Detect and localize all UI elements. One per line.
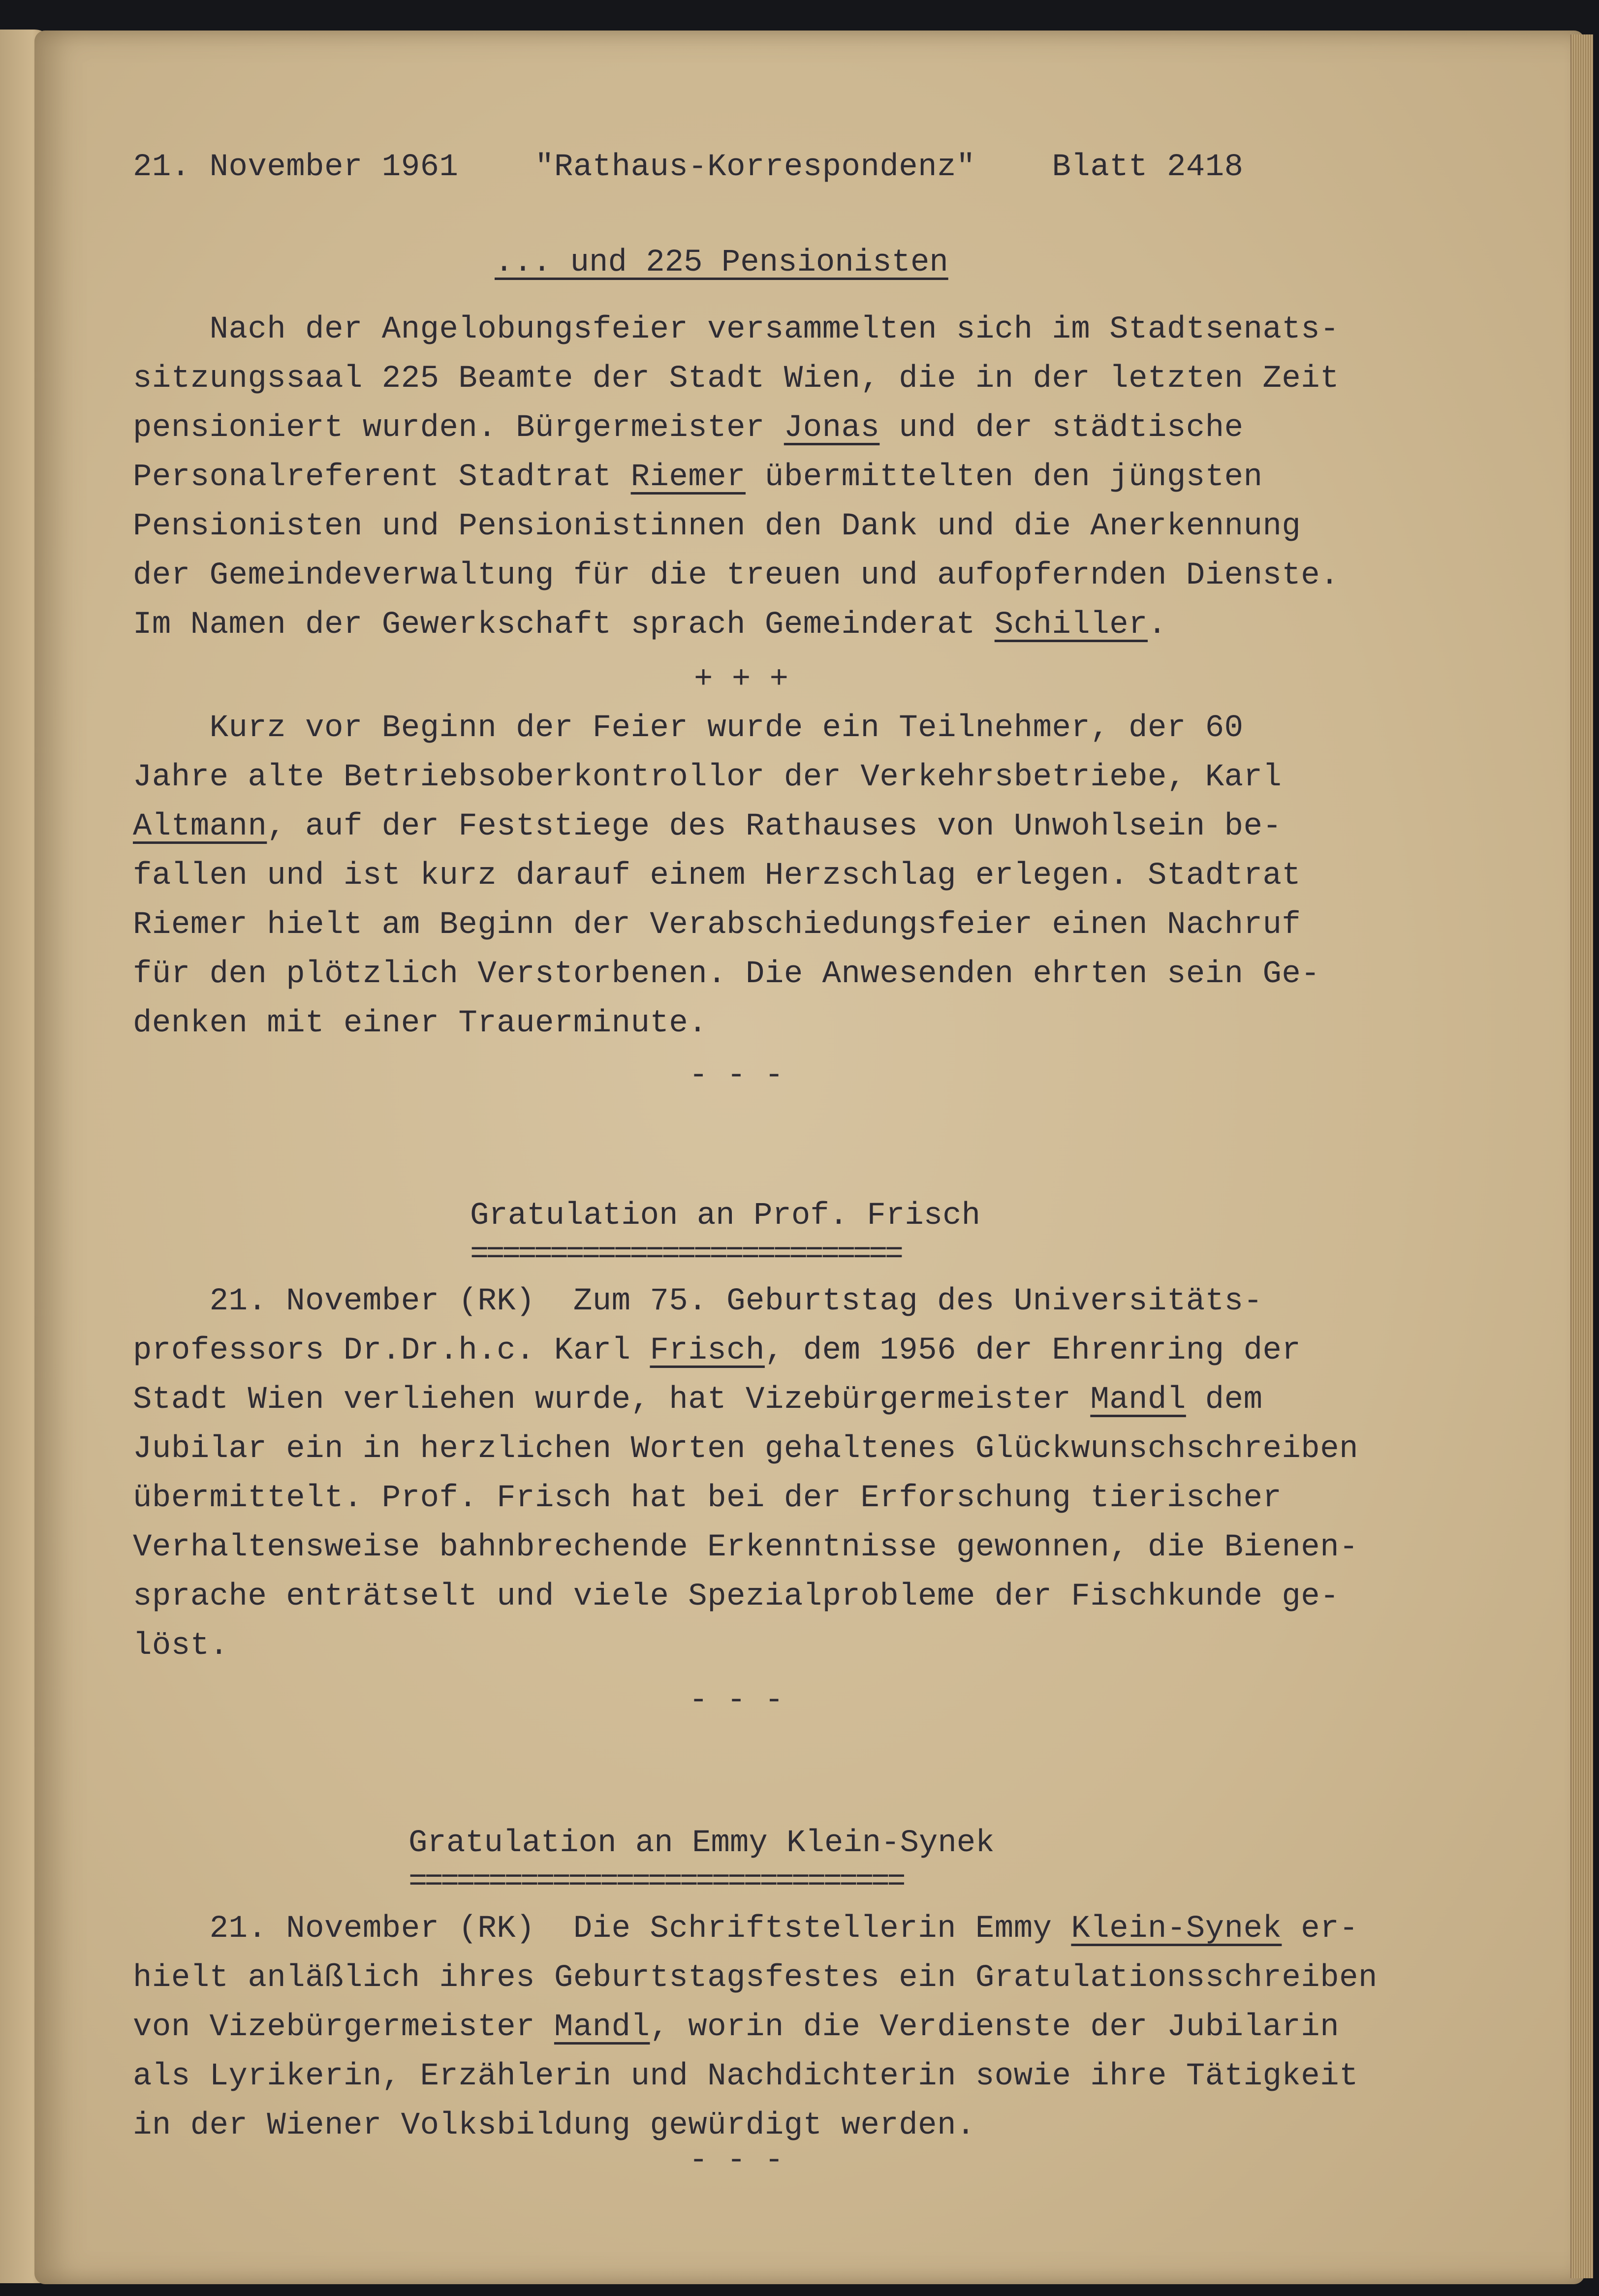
text-line (133, 403, 1339, 453)
text-line (133, 502, 1339, 551)
section-title-klein-synek: Gratulation an Emmy Klein-Synek (408, 1826, 995, 1861)
text-line (133, 999, 1320, 1048)
text-line (133, 1572, 1358, 1621)
title-double-underline: =============================== (408, 1864, 903, 1900)
line-text: übermittelten den jüngsten (746, 460, 1263, 495)
text-line (133, 704, 1320, 753)
line-text: 21. November (RK) Die Schriftstellerin Emmy (133, 1911, 1071, 1947)
line-text: denken mit einer Trauerminute. (133, 1006, 708, 1041)
text-line (133, 802, 1320, 851)
text-line (133, 1277, 1358, 1326)
section-end-marker: - - - (689, 1683, 784, 1718)
line-text: hielt anläßlich ihres Geburtstagsfestes ein Gratulationsschreiben (133, 1960, 1378, 1996)
line-text: von Vizebürgermeister (133, 2010, 554, 2045)
text-line (133, 1621, 1358, 1671)
line-text: , dem 1956 der Ehrenring der (764, 1333, 1301, 1368)
text-line (133, 2003, 1378, 2052)
line-text: als Lyrikerin, Erzählerin und Nachdichterin sowie ihre Tätigkeit (133, 2059, 1358, 2094)
text-line (133, 851, 1320, 900)
line-text: Verhaltensweise bahnbrechende Erkenntnisse gewonnen, die Bienen- (133, 1530, 1358, 1565)
line-text: er- (1282, 1911, 1358, 1947)
text-line (133, 753, 1320, 802)
underlined-name: Riemer (630, 460, 746, 495)
text-line (133, 354, 1339, 403)
text-line (133, 1904, 1378, 1954)
line-text: dem (1186, 1382, 1263, 1418)
section-end-marker: - - - (689, 2143, 784, 2178)
underlined-name: Klein-Synek (1071, 1911, 1282, 1947)
line-text: Jubilar ein in herzlichen Worten gehaltenes Glückwunschschreiben (133, 1431, 1358, 1467)
text-line (133, 900, 1320, 950)
text-line (133, 1474, 1358, 1523)
header-date: 21. November 1961 (133, 150, 459, 185)
underlined-name: Frisch (650, 1333, 765, 1368)
line-text: 21. November (RK) Zum 75. Geburtstag des Universitäts- (133, 1284, 1263, 1319)
underlined-name: Altmann (133, 809, 267, 844)
line-text: , worin die Verdienste der Jubilarin (650, 2010, 1340, 2045)
line-text: Personalreferent Stadtrat (133, 460, 631, 495)
line-text: . (1148, 607, 1167, 643)
line-text: der Gemeindeverwaltung für die treuen und aufopfernden Dienste. (133, 558, 1340, 593)
line-text: sprache enträtselt und viele Spezialprobleme der Fischkunde ge- (133, 1579, 1340, 1614)
paragraph-frisch (133, 1277, 1358, 1671)
text-line (133, 305, 1339, 354)
line-text: Pensionisten und Pensionistinnen den Dank und die Anerkennung (133, 509, 1301, 544)
header-sheet: Blatt 2418 (1052, 150, 1244, 185)
text-line (133, 2052, 1378, 2101)
line-text: fallen und ist kurz darauf einem Herzschlag erlegen. Stadtrat (133, 858, 1301, 894)
underlined-name: Mandl (1090, 1382, 1186, 1418)
text-line (133, 453, 1339, 502)
section-end-marker: - - - (689, 1058, 784, 1093)
page-stack-edge (1570, 34, 1593, 2278)
divider-plus: + + + (694, 662, 789, 697)
line-text: löst. (133, 1628, 229, 1664)
header-publication: "Rathaus-Korrespondenz" (535, 150, 975, 185)
underlined-name: Schiller (994, 607, 1148, 643)
text-line (133, 1326, 1358, 1375)
line-text: Riemer hielt am Beginn der Verabschiedungsfeier einen Nachruf (133, 907, 1301, 943)
line-text: für den plötzlich Verstorbenen. Die Anwesenden ehrten sein Ge- (133, 957, 1320, 992)
line-text: in der Wiener Volksbildung gewürdigt werden. (133, 2108, 975, 2143)
text-line (133, 600, 1339, 650)
line-text: Stadt Wien verliehen wurde, hat Vizebürgermeister (133, 1382, 1091, 1418)
underlined-name: Mandl (554, 2010, 650, 2045)
text-line (133, 1375, 1358, 1425)
section-title-pensionisten: ... und 225 Pensionisten (495, 245, 948, 280)
line-text: Nach der Angelobungsfeier versammelten sich im Stadtsenats- (133, 312, 1340, 347)
paragraph-klein-synek (133, 1904, 1378, 2150)
text-line (133, 950, 1320, 999)
paragraph-pensionisten (133, 305, 1339, 650)
line-text: professors Dr.Dr.h.c. Karl (133, 1333, 650, 1368)
line-text: Im Namen der Gewerkschaft sprach Gemeinderat (133, 607, 995, 643)
paragraph-altmann (133, 704, 1320, 1048)
text-line (133, 1954, 1378, 2003)
text-line (133, 551, 1339, 600)
text-line (133, 1523, 1358, 1572)
underlined-name: Jonas (784, 410, 880, 446)
line-text: sitzungssaal 225 Beamte der Stadt Wien, die in der letzten Zeit (133, 361, 1340, 397)
line-text: Jahre alte Betriebsoberkontrollor der Verkehrsbetriebe, Karl (133, 760, 1282, 795)
line-text: pensioniert wurden. Bürgermeister (133, 410, 784, 446)
section-title-frisch: Gratulation an Prof. Frisch (470, 1198, 980, 1234)
line-text: und der städtische (879, 410, 1244, 446)
line-text: , auf der Feststiege des Rathauses von Unwohlsein be- (267, 809, 1282, 844)
line-text: übermittelt. Prof. Frisch hat bei der Erforschung tierischer (133, 1481, 1282, 1516)
line-text: Kurz vor Beginn der Feier wurde ein Teilnehmer, der 60 (133, 711, 1244, 746)
page-header (133, 143, 1244, 192)
title-double-underline: =========================== (470, 1237, 901, 1272)
text-line (133, 1425, 1358, 1474)
